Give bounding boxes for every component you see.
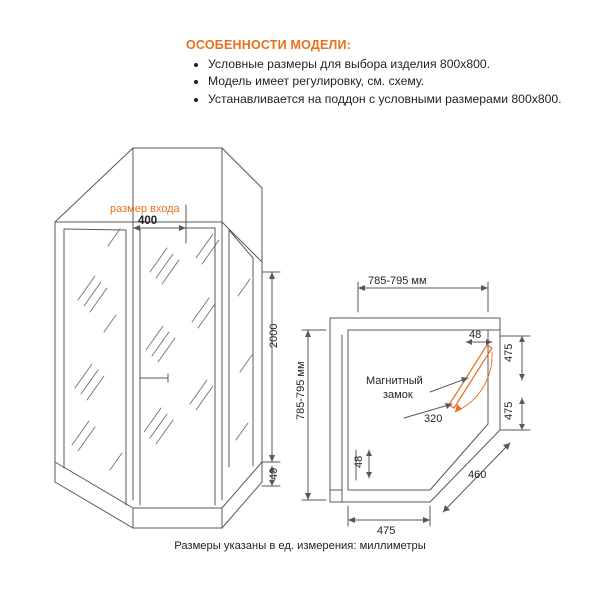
entrance-label: размер входа: [110, 203, 180, 215]
left-height-dim: 785-795 мм: [295, 361, 307, 420]
list-item: • Модель имеет регулировку, см. схему.: [208, 73, 576, 89]
dim-320: 320: [424, 413, 443, 425]
lock-label-line1: Магнитный: [366, 375, 423, 387]
dim-475-bottom: 475: [377, 525, 396, 537]
base-value: 40: [268, 467, 280, 480]
footer-note: Размеры указаны в ед. измерения: миллиметры: [174, 540, 426, 552]
list-item: • Условные размеры для выбора изделия 800х800.: [208, 56, 576, 72]
height-value: 2000: [268, 323, 280, 348]
dim-460: 460: [468, 469, 487, 481]
entrance-value: 400: [138, 215, 158, 227]
dim-48-top: 48: [469, 329, 482, 341]
dim-475-right-bottom: 475: [503, 401, 515, 420]
list-item: • Устанавливается на поддон с условными размерами 800х800.: [208, 91, 576, 107]
features-title: ОСОБЕННОСТИ МОДЕЛИ:: [186, 38, 351, 52]
dim-48-bottom: 48: [353, 455, 365, 468]
dim-475-right-top: 475: [503, 343, 515, 362]
top-width-dim: 785-795 мм: [368, 275, 427, 287]
lock-label-line2: замок: [383, 389, 413, 401]
